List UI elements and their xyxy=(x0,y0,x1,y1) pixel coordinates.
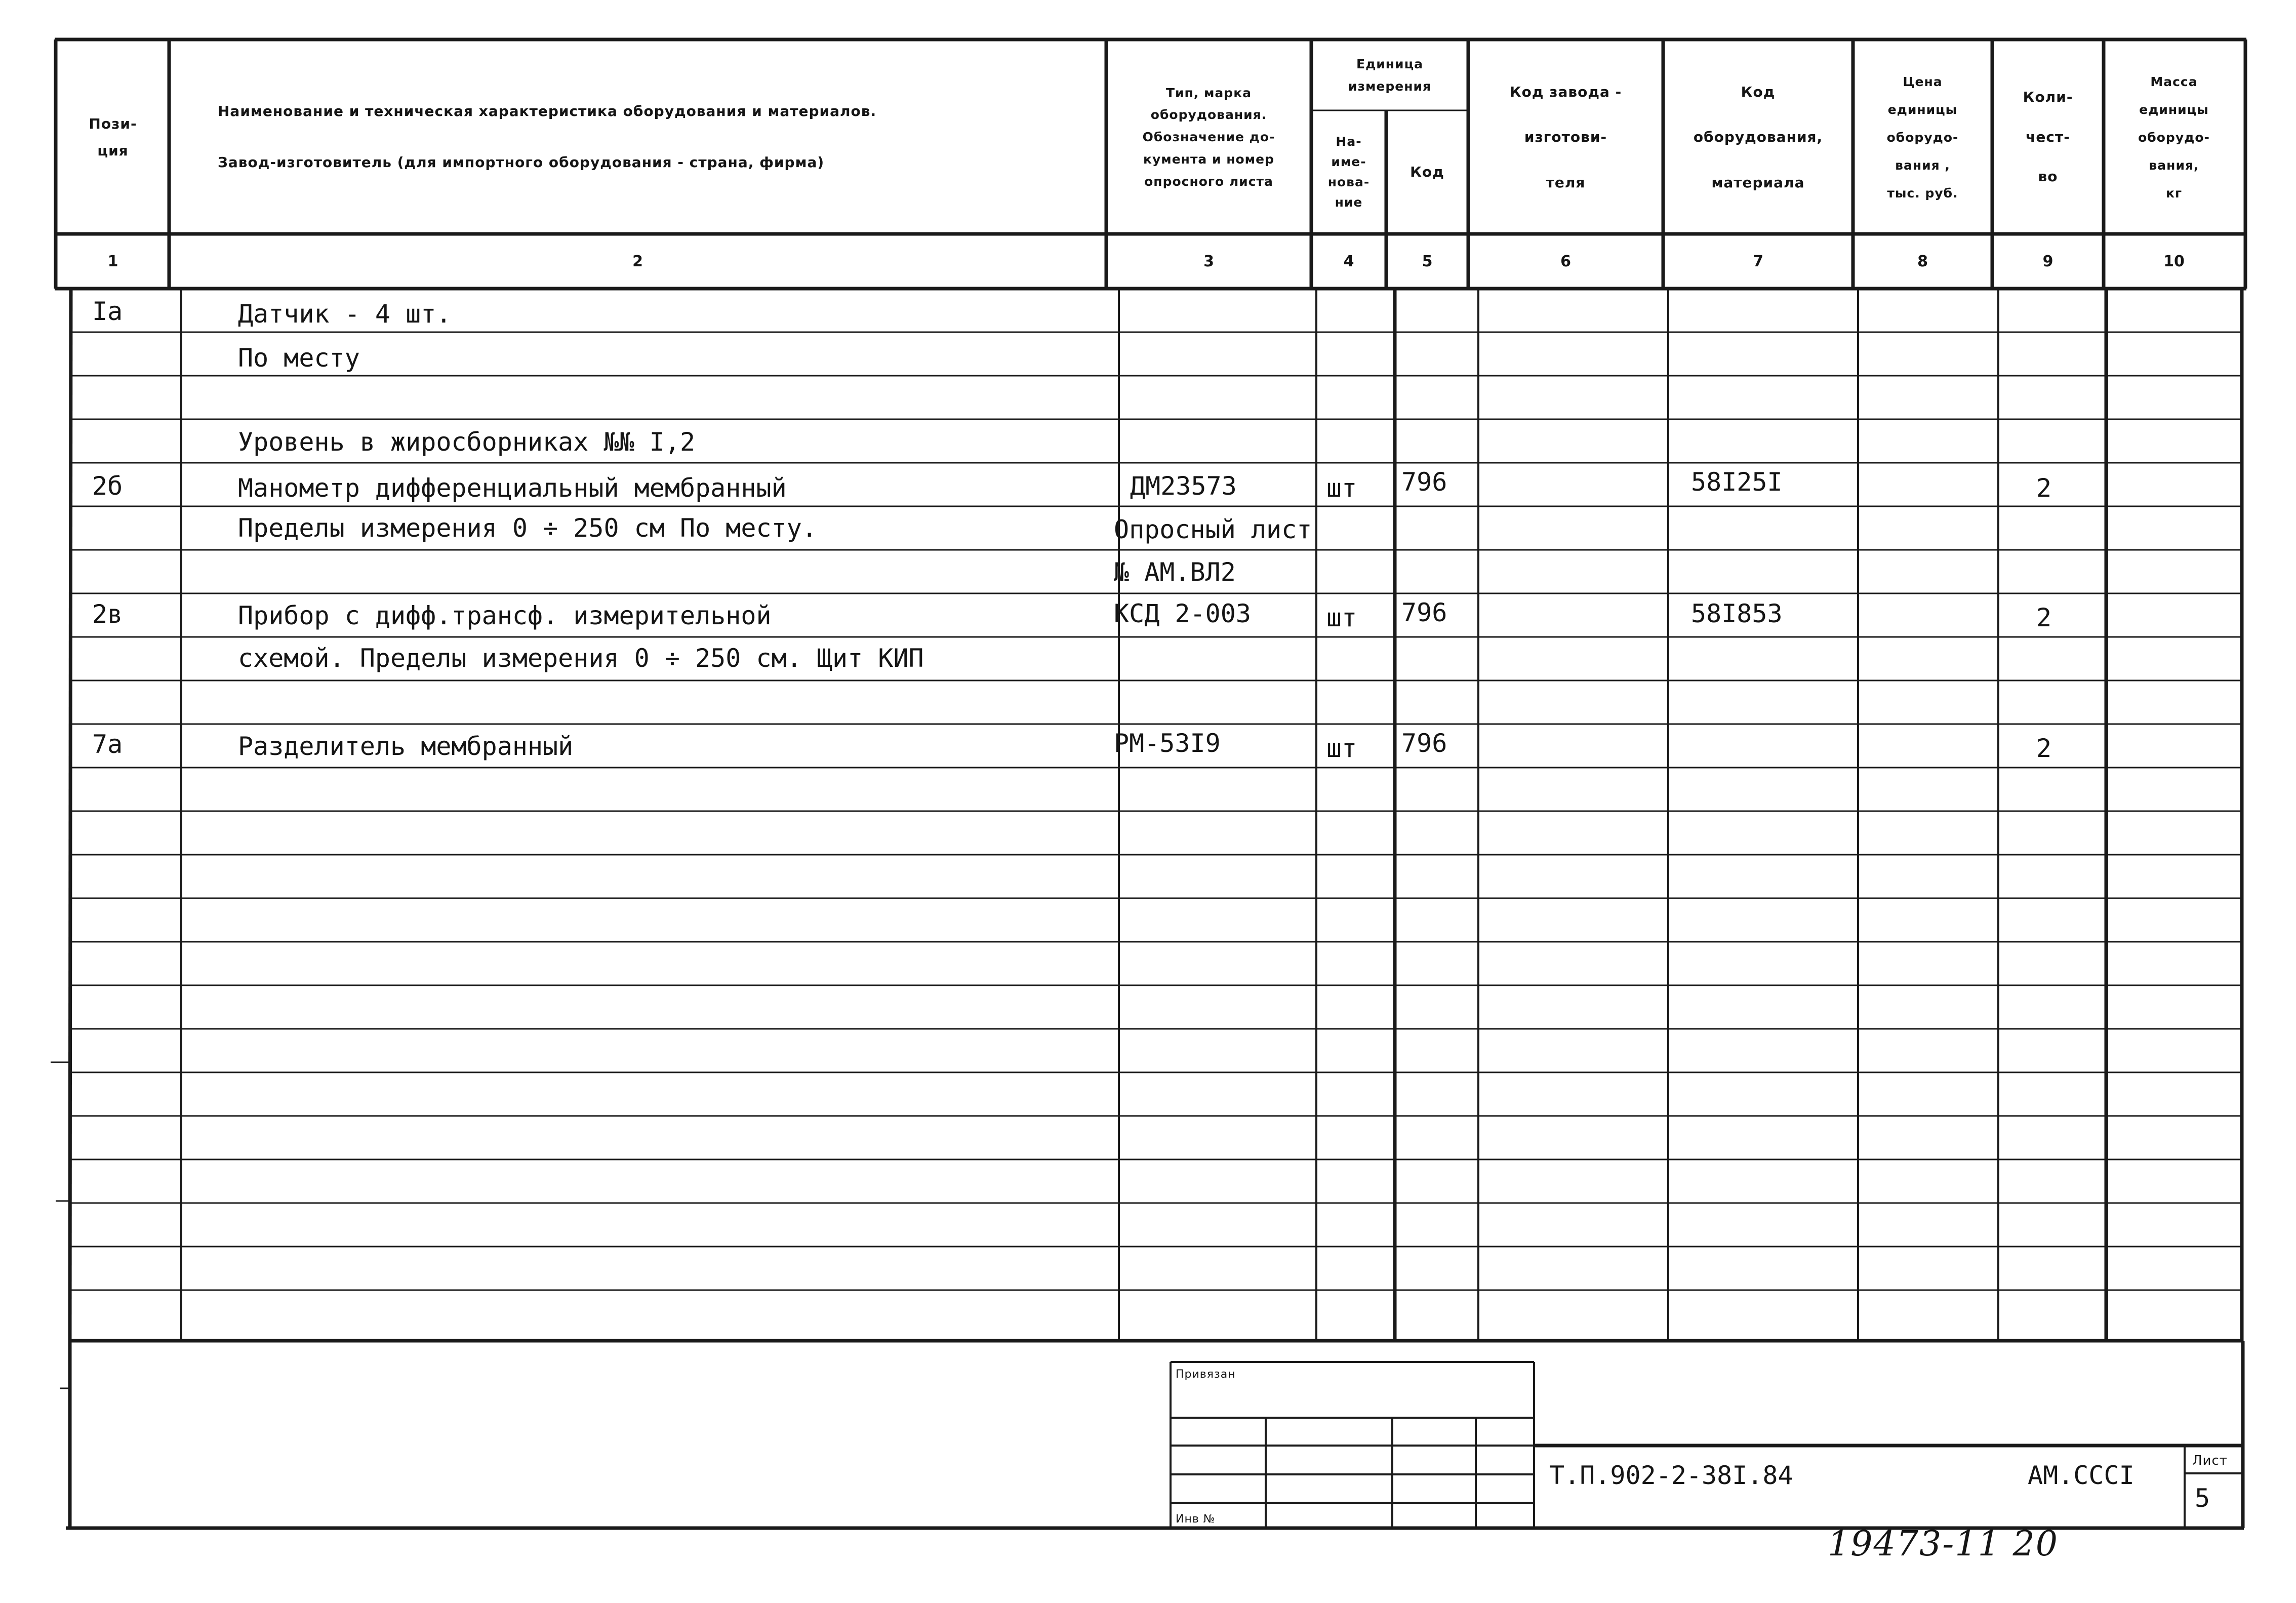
header-text: Код завода - xyxy=(1509,83,1622,100)
header-unit-name xyxy=(1311,110,1386,234)
header-text: тыс. руб. xyxy=(1887,185,1958,201)
header-text: Наименование и техническая характеристика оборудования и материалов. xyxy=(218,103,877,119)
cell-name: Уровень в жиросборниках №№ I,2 xyxy=(238,427,696,457)
header-text: кг xyxy=(2165,185,2183,201)
header-text: Завод-изготовитель (для импортного оборудования - страна, фирма) xyxy=(218,153,825,171)
header-text: изготови- xyxy=(1524,129,1607,146)
column-number: 3 xyxy=(1203,252,1214,270)
stamp-sheet-number: 5 xyxy=(2195,1484,2210,1513)
column-number: 9 xyxy=(2042,252,2053,270)
cell-position: Iа xyxy=(92,297,123,326)
header-text: оборудования. xyxy=(1150,107,1267,123)
cell-name: Манометр дифференциальный мембранный xyxy=(238,473,787,503)
header-text: Коли- xyxy=(2023,89,2073,106)
header-quantity xyxy=(1992,41,2104,234)
header-text: Единица xyxy=(1356,57,1423,72)
cell-position: 2б xyxy=(92,471,123,501)
header-text: ция xyxy=(97,142,129,159)
header-text: Обозначение до- xyxy=(1142,130,1275,145)
cell-unit: шт xyxy=(1326,473,1357,503)
grid-line xyxy=(70,289,71,1341)
header-text: ние xyxy=(1335,195,1363,210)
header-factory-code xyxy=(1468,41,1663,234)
column-number: 6 xyxy=(1560,252,1571,270)
header-text: На- xyxy=(1336,134,1362,149)
header-type xyxy=(1106,41,1311,234)
cell-name: Пределы измерения 0 ÷ 250 см По месту. xyxy=(238,513,817,543)
column-number: 10 xyxy=(2163,252,2185,270)
cell-position: 2в xyxy=(92,599,123,629)
cell-unit: шт xyxy=(1326,734,1357,763)
column-number: 8 xyxy=(1917,252,1928,270)
header-text: единицы xyxy=(2139,102,2209,117)
handwritten-annotation: 19473-11 20 xyxy=(1828,1524,2059,1564)
stamp-sheet-label: Лист xyxy=(2192,1453,2228,1468)
cell-position: 7а xyxy=(92,730,123,759)
cell-name: Датчик - 4 шт. xyxy=(238,299,452,329)
cell-quantity: 2 xyxy=(2036,734,2052,763)
stamp-inv-label: Инв № xyxy=(1176,1513,1216,1526)
header-text: чест- xyxy=(2026,128,2070,145)
column-number: 5 xyxy=(1422,252,1433,270)
cell-type: Опросный лист xyxy=(1114,515,1312,544)
cell-name: схемой. Пределы измерения 0 ÷ 250 см. Щит КИП xyxy=(238,644,924,673)
column-number: 4 xyxy=(1343,252,1354,270)
header-unit-code xyxy=(1386,110,1468,234)
cell-unit-code: 796 xyxy=(1401,598,1447,627)
cell-type: ДМ23573 xyxy=(1130,471,1237,501)
stamp-privyazan-label: Привязан xyxy=(1176,1368,1236,1381)
header-text: Тип, марка xyxy=(1165,85,1252,100)
header-text: Масса xyxy=(2150,74,2198,89)
header-text: Код xyxy=(1741,83,1776,100)
cell-unit-code: 796 xyxy=(1401,467,1447,497)
stamp-document-number: Т.П.902-2-38I.84 xyxy=(1549,1461,1793,1490)
cell-type: № АМ.ВЛ2 xyxy=(1114,557,1236,587)
column-number: 7 xyxy=(1753,252,1763,270)
cell-name: По месту xyxy=(238,343,360,373)
header-text: вания, xyxy=(2149,157,2199,173)
header-unit-group xyxy=(1311,41,1468,110)
cell-name: Разделитель мембранный xyxy=(238,732,574,761)
header-text: материала xyxy=(1711,174,1805,191)
cell-type: РМ-53I9 xyxy=(1114,729,1221,758)
header-text: нова- xyxy=(1327,175,1370,189)
header-text: кумента и номер xyxy=(1143,151,1274,167)
header-text: во xyxy=(2038,168,2058,185)
column-number: 1 xyxy=(107,252,118,270)
header-position xyxy=(57,41,169,234)
header-text: Пози- xyxy=(89,115,137,132)
header-equipment-code xyxy=(1663,41,1853,234)
header-mass xyxy=(2104,41,2244,234)
header-text: единицы xyxy=(1887,102,1958,117)
cell-equipment-code: 58I853 xyxy=(1691,599,1783,628)
cell-quantity: 2 xyxy=(2036,603,2052,632)
header-text: Код xyxy=(1410,164,1444,181)
header-text: оборудования, xyxy=(1693,129,1823,146)
header-text: измерения xyxy=(1348,79,1432,94)
header-text: име- xyxy=(1331,154,1366,169)
header-text: оборудо- xyxy=(1886,130,1959,145)
cell-name: Прибор с дифф.трансф. измерительной xyxy=(238,601,772,630)
header-text: опросного листа xyxy=(1144,174,1273,189)
header-text: Цена xyxy=(1903,74,1943,89)
header-price xyxy=(1853,41,1992,234)
cell-equipment-code: 58I25I xyxy=(1691,467,1783,497)
header-text: теля xyxy=(1546,174,1586,191)
stamp-document-code: АМ.СССI xyxy=(2028,1461,2134,1490)
cell-unit-code: 796 xyxy=(1401,729,1447,758)
header-text: оборудо- xyxy=(2138,130,2210,145)
cell-quantity: 2 xyxy=(2036,473,2052,503)
cell-unit: шт xyxy=(1326,603,1357,632)
header-text: вания , xyxy=(1895,157,1950,173)
header-name xyxy=(218,41,1104,234)
cell-type: КСД 2-003 xyxy=(1114,599,1251,628)
column-number: 2 xyxy=(632,252,643,270)
